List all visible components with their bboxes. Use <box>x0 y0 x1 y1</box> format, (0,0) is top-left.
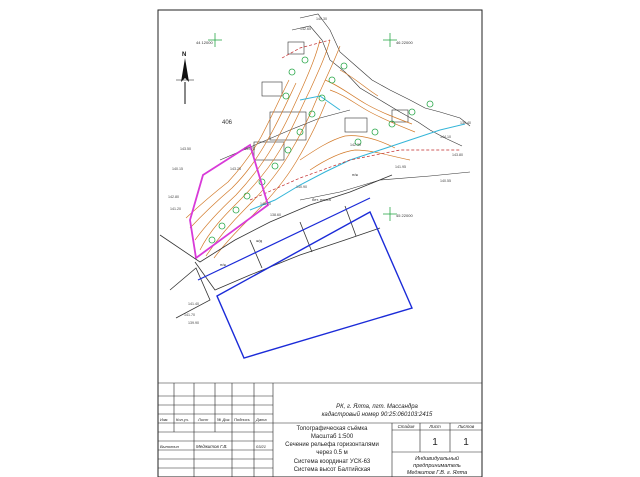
description-line-3: Сечение рельефа горизонталями <box>285 442 379 448</box>
elevation-mark: 140.30 <box>316 17 327 21</box>
area-label: 406 <box>222 120 233 126</box>
plot-label-a: ж/д <box>256 238 263 243</box>
elevation-mark: 141.95 <box>395 165 406 169</box>
elevation-mark: 140.70 <box>260 202 271 206</box>
header-ndok: № Док. <box>217 417 231 422</box>
elevation-mark: 143.80 <box>452 153 463 157</box>
sheet-number: 1 <box>432 437 438 448</box>
elevation-mark: 139.40 <box>460 121 471 125</box>
elevation-mark: 143.25 <box>230 167 241 171</box>
elevation-mark: 142.80 <box>168 195 179 199</box>
description-line-2: Масштаб 1:500 <box>310 434 354 440</box>
elevation-mark: 140.55 <box>440 179 451 183</box>
elevation-mark: 140.90 <box>296 185 307 189</box>
grid-label-tl: 44 12000 <box>196 40 213 45</box>
grid-label-tr: 46 22000 <box>396 40 413 45</box>
col-sheets: Листов <box>457 424 475 429</box>
location-line-2: кадастровый номер 90:25:060103:2415 <box>321 412 433 418</box>
description-line-5: Система координат УСК-63 <box>293 459 371 465</box>
elevation-mark: 139.90 <box>188 321 199 325</box>
header-podpis: Подпись <box>234 417 250 422</box>
org-line-2: предприниматель <box>413 463 461 469</box>
elevation-mark: 141.70 <box>184 313 195 317</box>
elevation-mark: 142.30 <box>350 143 361 147</box>
sheets-total: 1 <box>463 437 469 448</box>
header-list: Лист <box>198 417 209 422</box>
elevation-mark: 141.20 <box>170 207 181 211</box>
executor-label: Выполнил <box>160 444 179 449</box>
header-data: Дата <box>256 417 267 422</box>
elevation-mark: 141.40 <box>188 302 199 306</box>
elevation-mark: 140.15 <box>172 167 183 171</box>
grid-label-mr: 45 22000 <box>396 213 413 218</box>
header-koluch: Кол.уч. <box>176 417 190 422</box>
elevation-mark: 138.60 <box>270 213 281 217</box>
executor-date: 03/21 <box>256 444 267 449</box>
road-label: бет. плита <box>312 197 331 202</box>
sheet-frame <box>158 10 482 477</box>
org-line-1: Индивидуальный <box>415 456 459 462</box>
description-line-1: Топографическая съёмка <box>296 426 368 432</box>
org-line-3: Меджитов Г.В. г. Ялта <box>406 470 468 476</box>
description-line-6: Система высот Балтийская <box>293 467 371 473</box>
location-line-1: РК, г. Ялта, пгт. Массандра <box>336 404 418 410</box>
header-izm: Изм. <box>160 417 169 422</box>
plot-label-b: н/ж <box>220 262 226 267</box>
col-stage: Стадия <box>397 424 415 429</box>
elevation-mark: 142.65 <box>300 27 311 31</box>
elevation-mark: 139.75 <box>244 147 255 151</box>
executor-name: Меджитов Г.В. <box>196 444 228 449</box>
elevation-mark: 144.10 <box>440 135 451 139</box>
north-label: N <box>182 52 187 58</box>
plot-label-c: н/ж <box>352 172 358 177</box>
elevation-mark: 143.50 <box>180 147 191 151</box>
description-line-4: через 0.5 м <box>316 450 348 456</box>
col-sheet: Лист <box>429 424 441 429</box>
